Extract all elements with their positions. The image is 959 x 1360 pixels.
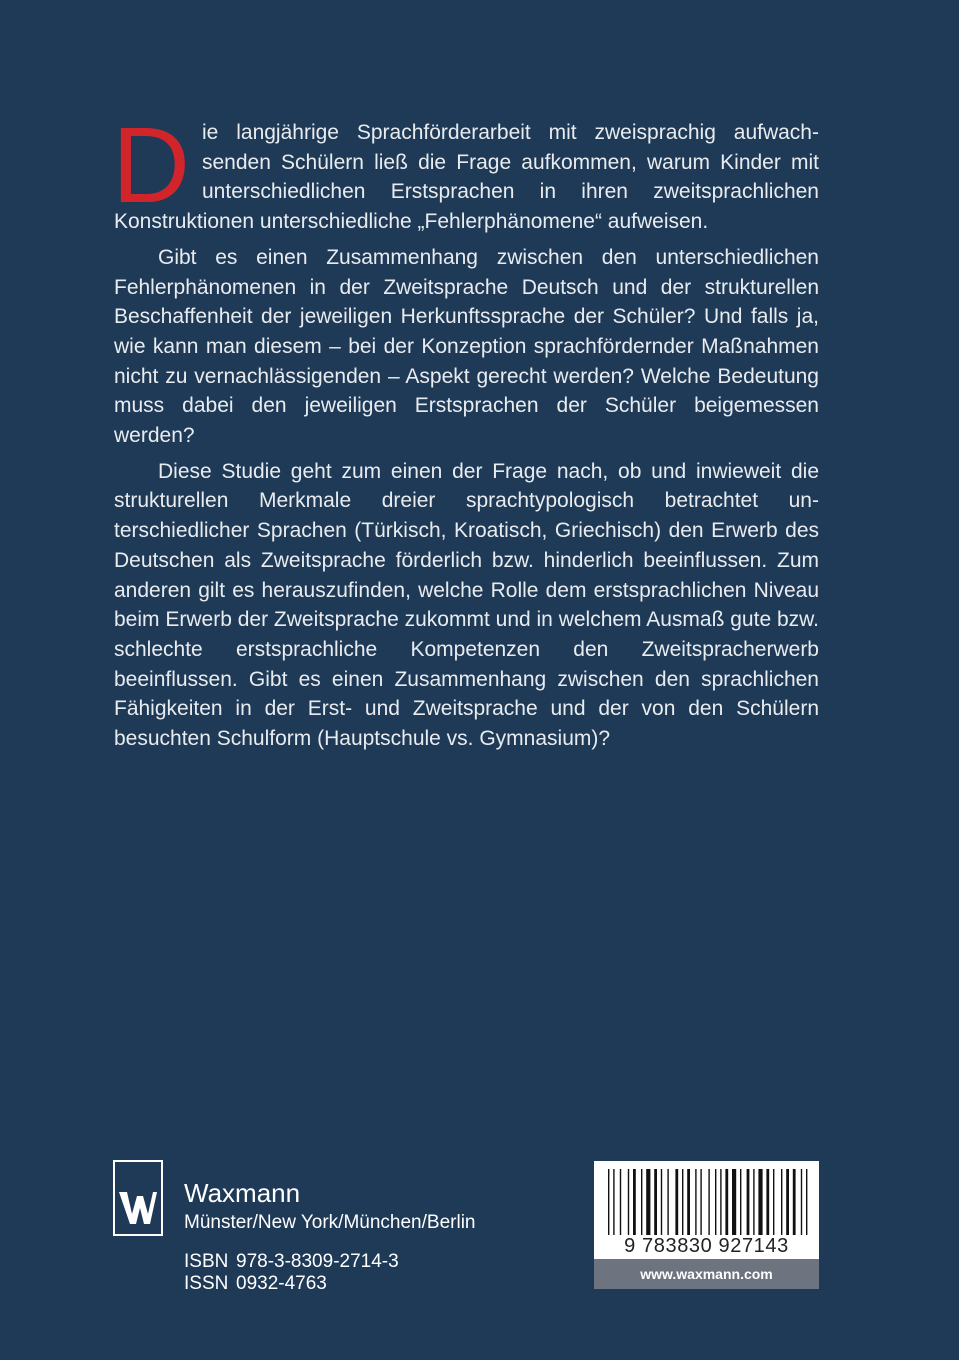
barcode-bar <box>641 1169 642 1235</box>
barcode-digits: 9 783830 927143 <box>624 1235 789 1257</box>
barcode-bar <box>654 1169 657 1235</box>
barcode-bar <box>725 1169 728 1235</box>
paragraph-3: Diese Studie geht zum einen der Frage nach, ob und inwieweit die strukturellen Merkmale dreier sprachtypologisch betrachtet unterschiedlicher Sprachen (Türkisch, Kroatisch, Griechisch) den Erwerb des Deutschen als Zweitsprache förderlich bzw. hinderlich beeinflussen. Zum anderen gilt es herauszufinden, welche Rolle dem erstsprachlichen Niveau beim Erwerb der Zweitsprache zukommt und in welchem Ausmaß gute bzw. schlechte erstsprachliche Kompetenzen den Zweitspracherwerb beeinflussen. Gibt es einen Zusammenhang zwischen den sprachlichen Fähigkeiten in der Erst- und Zweitsprache und der von den Schülern besuchten Schulform (Hauptschule vs. Gymnasium)? <box>114 459 819 751</box>
barcode-bar <box>682 1169 683 1235</box>
barcode-bar <box>747 1169 750 1235</box>
barcode-bar <box>608 1169 609 1235</box>
publisher-cities: Münster/New York/München/Berlin <box>184 1212 476 1233</box>
barcode-bar <box>708 1169 709 1235</box>
isbn-row <box>184 1251 399 1273</box>
paragraph-1-text: ie langjährige Sprachförderarbeit mit zweisprachig aufwachsenden Schülern ließ die Frage aufkommen, warum Kinder mit unterschiedlichen Erstsprachen in ihren zweitsprachlichen Konstruktionen unterschiedliche „Fehlerphänomene“ aufweisen. <box>114 121 819 234</box>
barcode <box>594 1161 819 1289</box>
barcode-bar <box>687 1169 690 1235</box>
publisher-name: Waxmann <box>184 1178 301 1208</box>
barcode-bar <box>758 1169 762 1235</box>
barcode-bar <box>753 1169 754 1235</box>
barcode-bar <box>633 1169 636 1235</box>
identifiers <box>184 1251 399 1295</box>
barcode-bar <box>781 1169 782 1235</box>
barcode-bar <box>720 1169 721 1235</box>
barcode-bar <box>786 1169 789 1235</box>
barcode-bar <box>740 1169 741 1235</box>
barcode-bar <box>732 1169 736 1235</box>
barcode-bar <box>675 1169 678 1235</box>
barcode-bar <box>667 1169 668 1235</box>
barcode-bar <box>793 1169 796 1235</box>
barcode-bars <box>594 1161 819 1241</box>
isbn-label: ISBN <box>184 1251 229 1272</box>
barcode-bar <box>620 1169 621 1235</box>
barcode-bar <box>773 1169 774 1235</box>
barcode-bar <box>695 1169 696 1235</box>
barcode-bar <box>700 1169 701 1235</box>
waxmann-logo-icon <box>113 1160 163 1236</box>
barcode-bar <box>801 1169 802 1235</box>
website-url: www.waxmann.com <box>594 1259 819 1289</box>
barcode-bar <box>715 1169 716 1235</box>
barcode-bar <box>661 1169 662 1235</box>
barcode-bar <box>806 1169 807 1235</box>
issn-value: 0932-4763 <box>236 1273 327 1294</box>
back-cover-text <box>112 104 819 760</box>
drop-cap: D <box>112 104 190 225</box>
barcode-bar <box>613 1169 614 1235</box>
paragraph-2: Gibt es einen Zusammenhang zwischen den unterschiedlichen Fehlerphänomenen in der Zweitsprache Deutsch und der strukturellen Beschaffenheit der jeweiligen Herkunftssprache der Schüler? Und falls ja, wie kann man diesem – bei der Konzeption sprachfördernder Maßnahmen nicht zu vernachlässigenden – Aspekt gerecht werden? Welche Bedeutung muss dabei den jeweiligen Erstsprachen der Schüler beigemessen werden? <box>114 245 819 448</box>
publisher-info <box>184 1178 475 1236</box>
issn-row <box>184 1273 399 1295</box>
paragraph-1 <box>112 104 819 237</box>
barcode-bar <box>766 1169 769 1235</box>
isbn-value: 978-3-8309-2714-3 <box>236 1251 399 1272</box>
barcode-bar <box>628 1169 629 1235</box>
issn-label: ISSN <box>184 1273 229 1294</box>
barcode-bar <box>646 1169 650 1235</box>
